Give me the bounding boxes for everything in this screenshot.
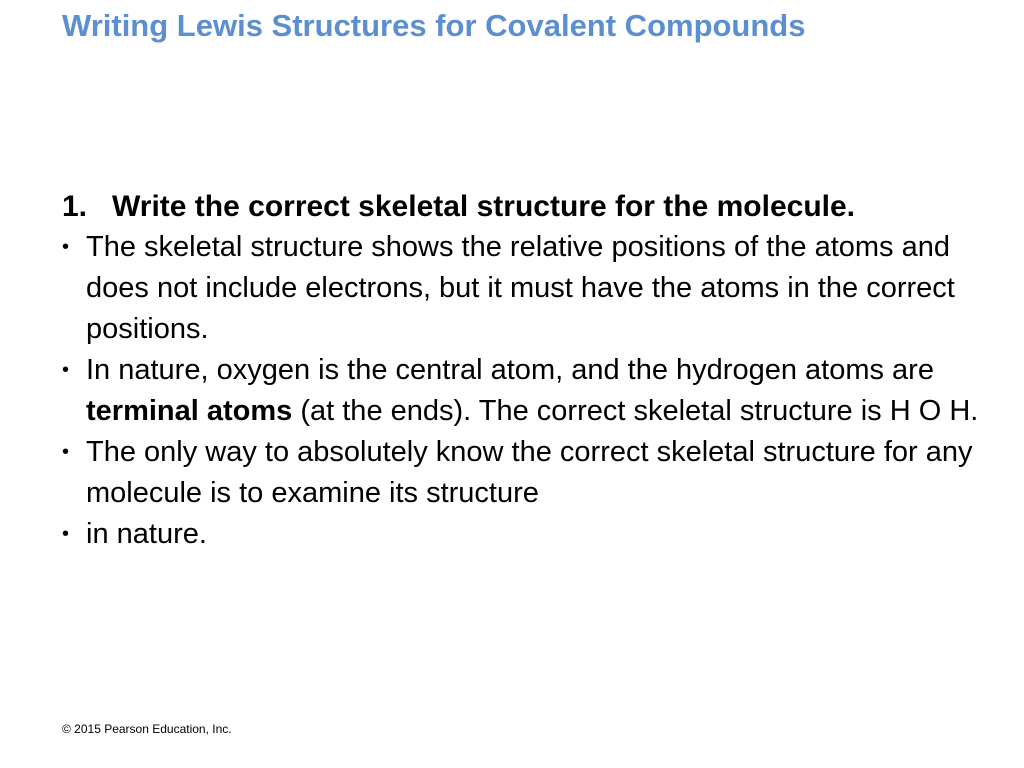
slide-title: Writing Lewis Structures for Covalent Compounds	[62, 8, 806, 43]
bullet-item	[62, 514, 992, 555]
bullet-item	[62, 350, 992, 432]
bullet-item	[62, 227, 992, 350]
bullet-text: The skeletal structure shows the relative positions of the atoms and does not include electrons, but it must have the atoms in the correct positions.	[86, 231, 955, 345]
step-number: 1.	[62, 190, 88, 223]
bullet-text-part: In nature, oxygen is the central atom, and the hydrogen atoms are	[86, 354, 934, 386]
bullet-text: in nature.	[86, 518, 207, 550]
bullet-text-part: (at the ends). The correct skeletal structure is H O H.	[292, 395, 979, 427]
step-heading	[62, 186, 992, 227]
bullet-dot-icon: •	[62, 523, 70, 545]
bullet-item	[62, 432, 992, 514]
bullet-dot-icon: •	[62, 441, 70, 463]
bullet-dot-icon: •	[62, 359, 70, 381]
step-text: Write the correct skeletal structure for the molecule.	[112, 190, 856, 223]
copyright-footer: © 2015 Pearson Education, Inc.	[62, 722, 232, 736]
bullet-text: The only way to absolutely know the correct skeletal structure for any molecule is to examine its structure	[86, 436, 973, 509]
bullet-text	[86, 350, 992, 432]
bold-term: terminal atoms	[86, 395, 293, 427]
slide-content	[62, 186, 992, 555]
bullet-dot-icon: •	[62, 236, 70, 258]
bullet-list	[62, 227, 992, 555]
